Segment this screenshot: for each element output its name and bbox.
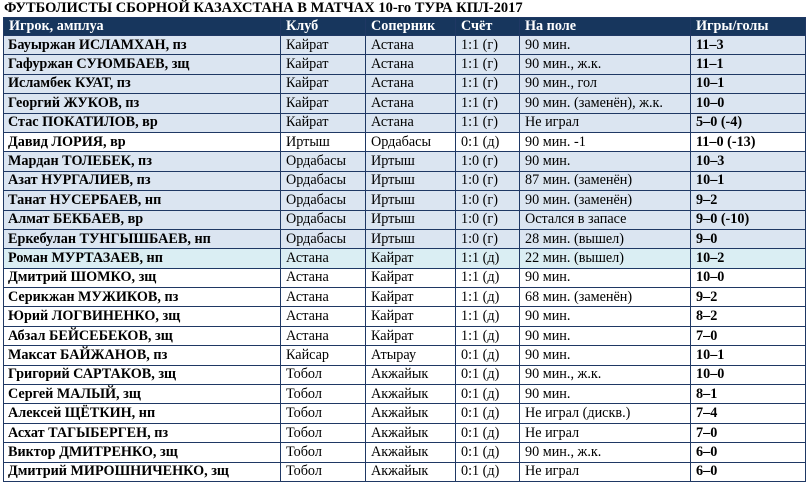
cell-on-field: 22 мин. (вышел) — [520, 249, 691, 268]
cell-on-field: 90 мин. (заменён) — [520, 191, 691, 210]
table-row — [4, 152, 806, 171]
cell-on-field: 90 мин. — [520, 307, 691, 326]
cell-games-goals: 5–0 (-4) — [691, 113, 806, 132]
cell-player: Юрий ЛОГВИНЕНКО, зщ — [4, 307, 281, 326]
cell-on-field: 90 мин. (заменён), ж.к. — [520, 94, 691, 113]
cell-on-field: 90 мин. — [520, 152, 691, 171]
cell-player: Виктор ДМИТРЕНКО, зщ — [4, 443, 281, 462]
cell-on-field: 90 мин., ж.к. — [520, 365, 691, 384]
table-row — [4, 404, 806, 423]
cell-player: Серикжан МУЖИКОВ, пз — [4, 288, 281, 307]
cell-opponent: Иртыш — [366, 229, 456, 248]
cell-games-goals: 9–0 (-10) — [691, 210, 806, 229]
cell-games-goals: 10–0 — [691, 94, 806, 113]
cell-on-field: Не играл — [520, 462, 691, 481]
cell-score: 1:0 (г) — [456, 210, 520, 229]
table-row — [4, 55, 806, 74]
cell-score: 1:0 (г) — [456, 152, 520, 171]
table-row — [4, 94, 806, 113]
cell-opponent: Кайрат — [366, 268, 456, 287]
table-row — [4, 74, 806, 93]
cell-games-goals: 8–2 — [691, 307, 806, 326]
cell-score: 0:1 (д) — [456, 365, 520, 384]
cell-opponent: Астана — [366, 113, 456, 132]
cell-player: Алмат БЕКБАЕВ, вр — [4, 210, 281, 229]
table-row — [4, 268, 806, 287]
cell-games-goals: 10–3 — [691, 152, 806, 171]
table-row — [4, 462, 806, 481]
cell-opponent: Кайрат — [366, 249, 456, 268]
cell-score: 1:1 (г) — [456, 36, 520, 55]
cell-player: Алексей ЩЁТКИН, нп — [4, 404, 281, 423]
cell-player: Сергей МАЛЫЙ, зщ — [4, 385, 281, 404]
cell-on-field: Не играл (дискв.) — [520, 404, 691, 423]
cell-player: Григорий САРТАКОВ, зщ — [4, 365, 281, 384]
cell-games-goals: 7–0 — [691, 326, 806, 345]
header-opponent: Соперник — [366, 18, 456, 36]
cell-player: Дмитрий МИРОШНИЧЕНКО, зщ — [4, 462, 281, 481]
cell-games-goals: 8–1 — [691, 385, 806, 404]
cell-opponent: Акжайык — [366, 385, 456, 404]
cell-player: Мардан ТОЛЕБЕК, пз — [4, 152, 281, 171]
cell-player: Дмитрий ШОМКО, зщ — [4, 268, 281, 287]
cell-on-field: 90 мин. — [520, 326, 691, 345]
cell-player: Асхат ТАГЫБЕРГЕН, пз — [4, 423, 281, 442]
cell-opponent: Иртыш — [366, 152, 456, 171]
table-row — [4, 288, 806, 307]
cell-club: Ордабасы — [281, 152, 366, 171]
table-row — [4, 36, 806, 55]
table-body — [4, 36, 806, 482]
cell-club: Ордабасы — [281, 229, 366, 248]
cell-on-field: 90 мин., гол — [520, 74, 691, 93]
cell-opponent: Кайрат — [366, 288, 456, 307]
cell-club: Кайрат — [281, 94, 366, 113]
cell-games-goals: 10–2 — [691, 249, 806, 268]
table-row — [4, 210, 806, 229]
table-row — [4, 423, 806, 442]
table-title: ФУТБОЛИСТЫ СБОРНОЙ КАЗАХСТАНА В МАТЧАХ 10-го ТУРА КПЛ-2017 — [4, 0, 523, 16]
cell-score: 0:1 (д) — [456, 385, 520, 404]
cell-games-goals: 11–0 (-13) — [691, 132, 806, 151]
cell-score: 1:1 (г) — [456, 55, 520, 74]
cell-club: Ордабасы — [281, 191, 366, 210]
cell-opponent: Астана — [366, 74, 456, 93]
cell-score: 1:1 (г) — [456, 94, 520, 113]
cell-games-goals: 10–0 — [691, 268, 806, 287]
cell-opponent: Атырау — [366, 346, 456, 365]
cell-on-field: Не играл — [520, 423, 691, 442]
header-player: Игрок, амплуа — [4, 18, 281, 36]
cell-games-goals: 10–1 — [691, 171, 806, 190]
cell-on-field: 87 мин. (заменён) — [520, 171, 691, 190]
cell-club: Кайрат — [281, 36, 366, 55]
table-row — [4, 346, 806, 365]
table-row — [4, 365, 806, 384]
cell-player: Еркебулан ТУНГЫШБАЕВ, нп — [4, 229, 281, 248]
cell-score: 0:1 (д) — [456, 462, 520, 481]
cell-opponent: Астана — [366, 94, 456, 113]
cell-player: Роман МУРТАЗАЕВ, нп — [4, 249, 281, 268]
cell-on-field: 90 мин. -1 — [520, 132, 691, 151]
cell-on-field: 90 мин. — [520, 346, 691, 365]
cell-opponent: Кайрат — [366, 326, 456, 345]
cell-club: Астана — [281, 307, 366, 326]
table-row — [4, 443, 806, 462]
cell-games-goals: 6–0 — [691, 462, 806, 481]
cell-games-goals: 9–2 — [691, 288, 806, 307]
cell-games-goals: 7–4 — [691, 404, 806, 423]
cell-club: Астана — [281, 249, 366, 268]
cell-score: 1:1 (д) — [456, 249, 520, 268]
table-row — [4, 191, 806, 210]
cell-games-goals: 10–1 — [691, 74, 806, 93]
table-row — [4, 326, 806, 345]
cell-games-goals: 9–0 — [691, 229, 806, 248]
cell-opponent: Акжайык — [366, 423, 456, 442]
cell-opponent: Иртыш — [366, 171, 456, 190]
cell-score: 1:1 (д) — [456, 288, 520, 307]
cell-club: Тобол — [281, 365, 366, 384]
cell-games-goals: 11–1 — [691, 55, 806, 74]
cell-opponent: Иртыш — [366, 210, 456, 229]
cell-on-field: Остался в запасе — [520, 210, 691, 229]
cell-score: 1:1 (г) — [456, 74, 520, 93]
cell-score: 1:0 (г) — [456, 191, 520, 210]
cell-player: Бауыржан ИСЛАМХАН, пз — [4, 36, 281, 55]
table-row — [4, 171, 806, 190]
cell-club: Ордабасы — [281, 210, 366, 229]
cell-opponent: Акжайык — [366, 443, 456, 462]
cell-on-field: 68 мин. (заменён) — [520, 288, 691, 307]
cell-score: 0:1 (д) — [456, 404, 520, 423]
cell-score: 1:1 (д) — [456, 307, 520, 326]
cell-player: Давид ЛОРИЯ, вр — [4, 132, 281, 151]
table-row — [4, 132, 806, 151]
cell-games-goals: 11–3 — [691, 36, 806, 55]
cell-club: Тобол — [281, 443, 366, 462]
cell-player: Танат НУСЕРБАЕВ, нп — [4, 191, 281, 210]
cell-opponent: Акжайык — [366, 404, 456, 423]
cell-player: Максат БАЙЖАНОВ, пз — [4, 346, 281, 365]
cell-opponent: Иртыш — [366, 191, 456, 210]
cell-on-field: 28 мин. (вышел) — [520, 229, 691, 248]
cell-opponent: Кайрат — [366, 307, 456, 326]
table-row — [4, 229, 806, 248]
cell-on-field: Не играл — [520, 113, 691, 132]
cell-on-field: 90 мин. — [520, 36, 691, 55]
cell-club: Кайрат — [281, 55, 366, 74]
cell-player: Георгий ЖУКОВ, пз — [4, 94, 281, 113]
cell-opponent: Астана — [366, 55, 456, 74]
cell-on-field: 90 мин. — [520, 385, 691, 404]
cell-score: 1:1 (г) — [456, 113, 520, 132]
cell-player: Абзал БЕЙСЕБЕКОВ, зщ — [4, 326, 281, 345]
cell-score: 1:1 (д) — [456, 268, 520, 287]
cell-club: Астана — [281, 326, 366, 345]
table-row — [4, 307, 806, 326]
cell-player: Стас ПОКАТИЛОВ, вр — [4, 113, 281, 132]
cell-games-goals: 9–2 — [691, 191, 806, 210]
cell-on-field: 90 мин. — [520, 268, 691, 287]
players-table — [3, 17, 806, 482]
cell-score: 1:1 (д) — [456, 326, 520, 345]
cell-games-goals: 7–0 — [691, 423, 806, 442]
table-row — [4, 385, 806, 404]
cell-club: Кайсар — [281, 346, 366, 365]
cell-games-goals: 6–0 — [691, 443, 806, 462]
cell-score: 1:0 (г) — [456, 171, 520, 190]
cell-player: Исламбек КУАТ, пз — [4, 74, 281, 93]
table-row — [4, 113, 806, 132]
header-on-field: На поле — [520, 18, 691, 36]
cell-club: Тобол — [281, 385, 366, 404]
table-row — [4, 249, 806, 268]
cell-on-field: 90 мин., ж.к. — [520, 55, 691, 74]
cell-club: Тобол — [281, 462, 366, 481]
cell-on-field: 90 мин., ж.к. — [520, 443, 691, 462]
header-score: Счёт — [456, 18, 520, 36]
cell-games-goals: 10–0 — [691, 365, 806, 384]
cell-opponent: Акжайык — [366, 365, 456, 384]
cell-opponent: Астана — [366, 36, 456, 55]
cell-score: 0:1 (д) — [456, 443, 520, 462]
header-row — [4, 18, 806, 36]
cell-score: 0:1 (д) — [456, 132, 520, 151]
cell-score: 0:1 (д) — [456, 423, 520, 442]
cell-club: Тобол — [281, 404, 366, 423]
cell-club: Кайрат — [281, 113, 366, 132]
header-games-goals: Игры/голы — [691, 18, 806, 36]
cell-games-goals: 10–1 — [691, 346, 806, 365]
cell-club: Тобол — [281, 423, 366, 442]
cell-club: Иртыш — [281, 132, 366, 151]
cell-score: 1:0 (г) — [456, 229, 520, 248]
cell-opponent: Ордабасы — [366, 132, 456, 151]
cell-club: Ордабасы — [281, 171, 366, 190]
cell-player: Гафуржан СУЮМБАЕВ, зщ — [4, 55, 281, 74]
cell-club: Астана — [281, 268, 366, 287]
cell-club: Астана — [281, 288, 366, 307]
cell-opponent: Акжайык — [366, 462, 456, 481]
cell-score: 0:1 (д) — [456, 346, 520, 365]
cell-club: Кайрат — [281, 74, 366, 93]
cell-player: Азат НУРГАЛИЕВ, пз — [4, 171, 281, 190]
header-club: Клуб — [281, 18, 366, 36]
